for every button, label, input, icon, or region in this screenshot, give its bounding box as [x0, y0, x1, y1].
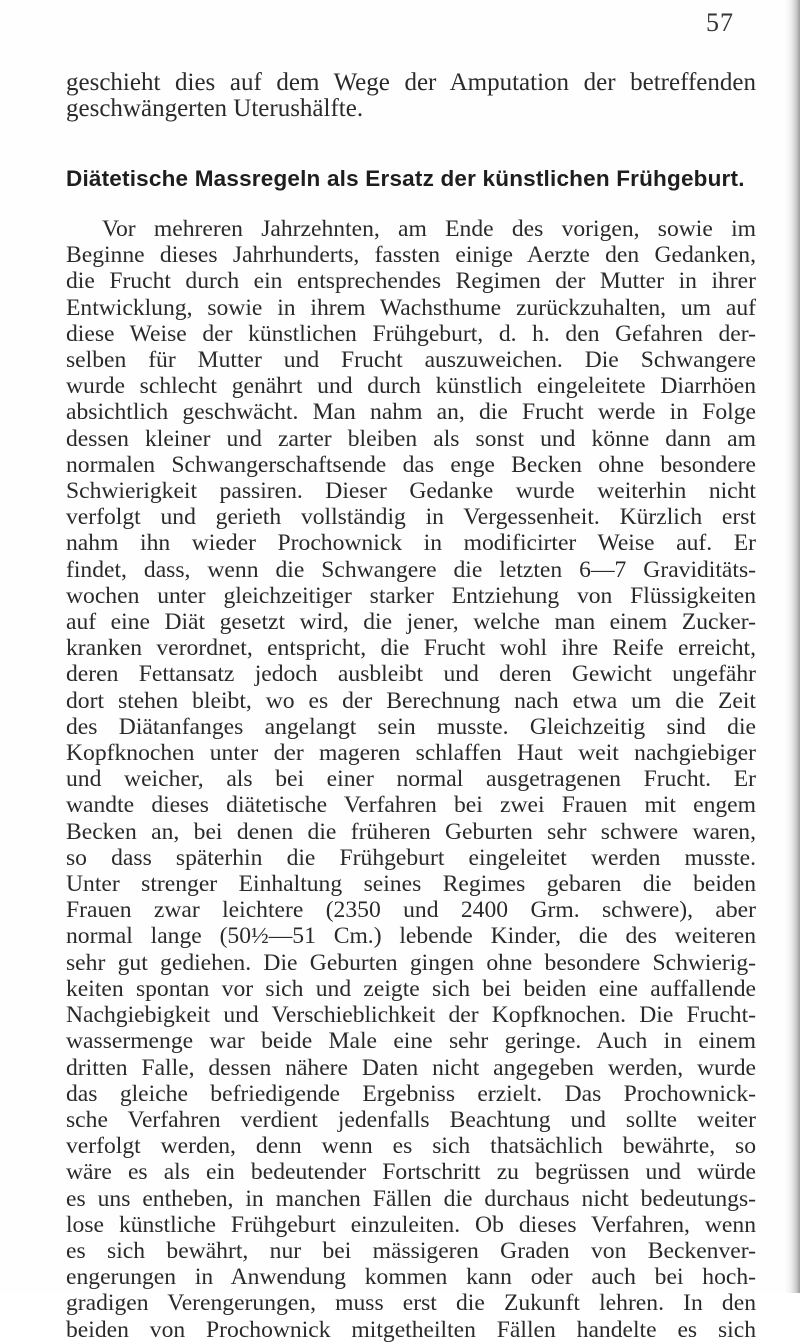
text-line: sehr gut gediehen. Die Geburten gingen ohne besondere Schwierig- — [66, 949, 756, 976]
text-line: findet, dass, wenn die Schwangere die letzten 6—7 Graviditäts- — [66, 556, 756, 583]
text-line: so dass späterhin die Frühgeburt eingeleitet werden musste. — [66, 844, 756, 871]
text-line: wurde schlecht genährt und durch künstlich eingeleitete Diarrhöen — [66, 373, 756, 400]
text-line: deren Fettansatz jedoch ausbleibt und deren Gewicht ungefähr — [66, 661, 756, 688]
text-line: dritten Falle, dessen nähere Daten nicht angegeben werden, wurde — [66, 1054, 756, 1081]
text-line: die Frucht durch ein entsprechendes Regimen der Mutter in ihrer — [66, 268, 756, 295]
text-line: dort stehen bleibt, wo es der Berechnung nach etwa um die Zeit — [66, 687, 756, 714]
text-line: absichtlich geschwächt. Man nahm an, die Frucht werde in Folge — [66, 399, 756, 426]
text-line: Schwierigkeit passiren. Dieser Gedanke wurde weiterhin nicht — [66, 478, 756, 505]
text-line: geschieht dies auf dem Wege der Amputation der betreffenden — [66, 69, 756, 96]
text-line: wassermenge war beide Male eine sehr geringe. Auch in einem — [66, 1028, 756, 1055]
text-line: Vor mehreren Jahrzehnten, am Ende des vorigen, sowie im — [102, 216, 756, 242]
text-line: verfolgt und gerieth vollständig in Vergessenheit. Kürzlich erst — [66, 504, 756, 531]
text-line: engerungen in Anwendung kommen kann oder auch bei hoch- — [66, 1264, 756, 1291]
text-line: Kopfknochen unter der mageren schlaffen Haut weit nachgiebiger — [66, 740, 756, 767]
text-line: lose künstliche Frühgeburt einzuleiten. Ob dieses Verfahren, wenn — [66, 1211, 756, 1238]
text-line: nahm ihn wieder Prochownick in modificirter Weise auf. Er — [66, 530, 756, 557]
text-line: Entwicklung, sowie in ihrem Wachsthume zurückzuhalten, um auf — [66, 294, 756, 321]
text-line: Beginne dieses Jahrhunderts, fassten einige Aerzte den Gedanken, — [66, 242, 756, 269]
text-line: beiden von Prochownick mitgetheilten Fällen handelte es sich — [66, 1316, 756, 1343]
text-line: kranken verordnet, entspricht, die Frucht wohl ihre Reife erreicht, — [66, 635, 756, 662]
text-line: das gleiche befriedigende Ergebniss erzielt. Das Prochownick- — [66, 1080, 756, 1107]
text-line: auf eine Diät gesetzt wird, die jener, welche man einem Zucker- — [66, 609, 756, 636]
text-line: es sich bewährt, nur bei mässigeren Graden von Beckenver- — [66, 1237, 756, 1264]
section-heading: Diätetische Massregeln als Ersatz der künstlichen Frühgeburt. — [66, 166, 745, 191]
text-line: sche Verfahren verdient jedenfalls Beachtung und sollte weiter — [66, 1106, 756, 1133]
text-line: es uns entheben, in manchen Fällen die durchaus nicht bedeutungs- — [66, 1185, 756, 1212]
text-line: Becken an, bei denen die früheren Geburten sehr schwere waren, — [66, 818, 756, 845]
text-line: keiten spontan vor sich und zeigte sich bei beiden eine auffallende — [66, 975, 756, 1002]
text-line: wochen unter gleichzeitiger starker Entziehung von Flüssigkeiten — [66, 582, 756, 609]
body-paragraph — [66, 216, 756, 1343]
text-line: geschwängerten Uterushälfte. — [66, 95, 364, 122]
text-line: Frauen zwar leichtere (2350 und 2400 Grm. schwere), aber — [66, 897, 756, 924]
text-line: gradigen Verengerungen, muss erst die Zukunft lehren. In den — [66, 1290, 756, 1317]
text-line: verfolgt werden, denn wenn es sich thatsächlich bewährte, so — [66, 1133, 756, 1160]
text-line: wandte dieses diätetische Verfahren bei zwei Frauen mit engem — [66, 792, 756, 819]
text-line: dessen kleiner und zarter bleiben als sonst und könne dann am — [66, 425, 756, 452]
text-line: und weicher, als bei einer normal ausgetragenen Frucht. Er — [66, 766, 756, 793]
page-number: 57 — [706, 8, 734, 37]
text-line: Nachgiebigkeit und Verschieblichkeit der Kopfknochen. Die Frucht- — [66, 1002, 756, 1029]
text-line: wäre es als ein bedeutender Fortschritt zu begrüssen und würde — [66, 1159, 756, 1186]
text-line: normalen Schwangerschaftsende das enge Becken ohne besondere — [66, 451, 756, 478]
text-line: diese Weise der künstlichen Frühgeburt, d. h. den Gefahren der- — [66, 320, 756, 347]
text-line: normal lange (50½—51 Cm.) lebende Kinder, die des weiteren — [66, 923, 756, 950]
text-line: Unter strenger Einhaltung seines Regimes gebaren die beiden — [66, 871, 756, 898]
page-edge-shadow — [784, 0, 800, 1293]
text-line: des Diätanfanges angelangt sein musste. Gleichzeitig sind die — [66, 713, 756, 740]
intro-text — [66, 70, 756, 122]
text-line: selben für Mutter und Frucht auszuweichen. Die Schwangere — [66, 347, 756, 374]
